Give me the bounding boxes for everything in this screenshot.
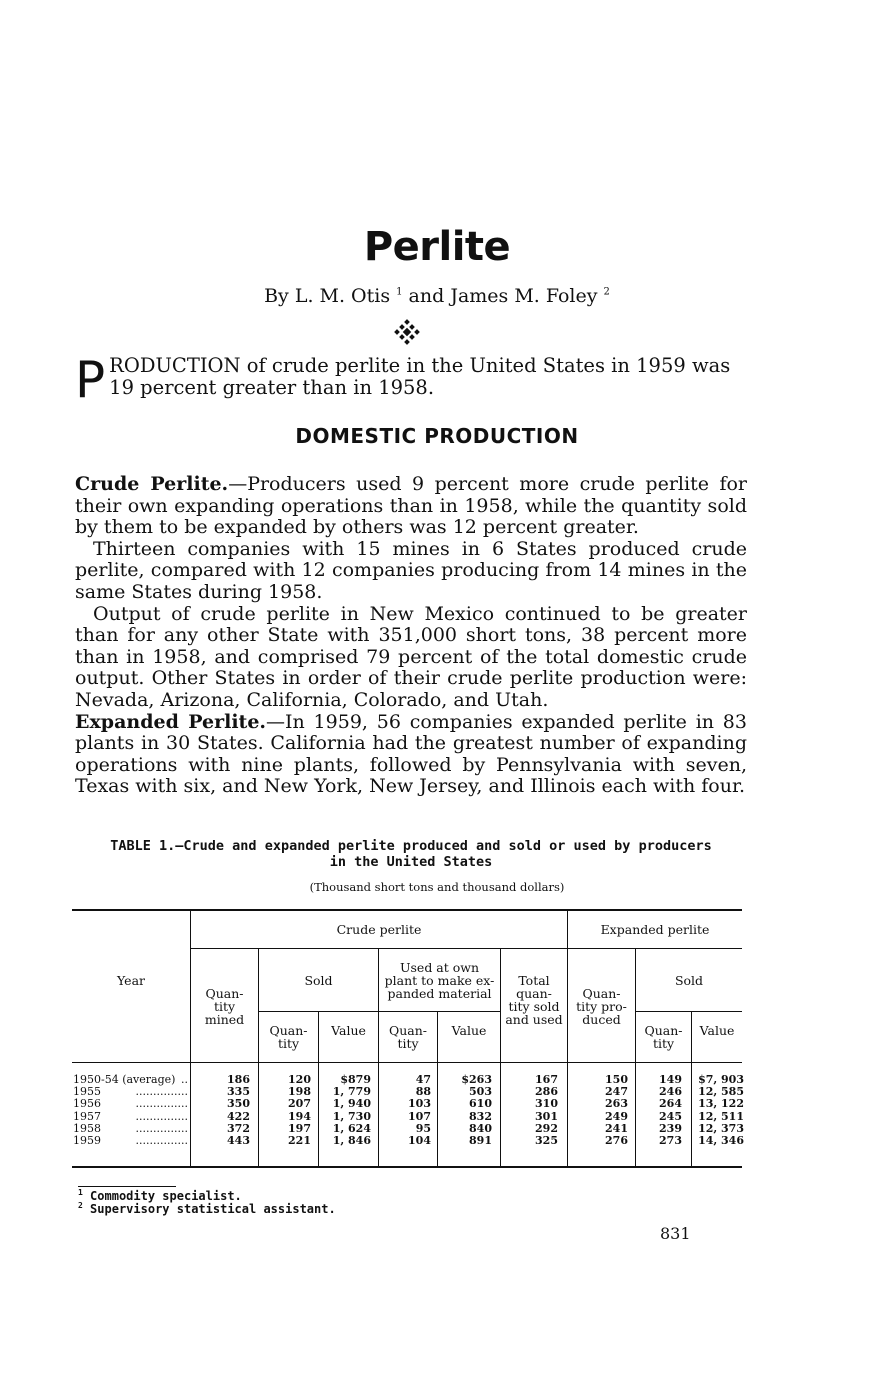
table-cell: 103 [408,1097,431,1111]
rule-sold-span [258,1011,500,1012]
header-sold-expanded: Sold [674,973,704,988]
header-total: Total quan- tity sold and used [505,973,563,1027]
table-cell: 194 [288,1109,311,1123]
table-cell: 12, 585 [698,1085,744,1099]
table-row-label: 1950-54 (average) [73,1073,176,1086]
header-sold-quantity: Quan- tity [269,1023,308,1051]
table-cell: 443 [227,1134,250,1147]
table-cell: 120 [288,1073,311,1086]
table-cell: 1, 779 [332,1085,371,1099]
byline: By L. M. Otis $^1$ and James M. Foley $^2$ [264,285,610,307]
header-quantity-produced: Quan- tity pro- duced [576,986,627,1027]
dot-leader: ............... [135,1121,188,1135]
footnote-rule [78,1186,176,1187]
dot-leader: ............... [135,1134,188,1147]
header-used-own-plant: Used at own plant to make ex- panded material [384,960,495,1001]
table-cell: 292 [535,1121,558,1135]
header-expanded-perlite: Expanded perlite [600,922,710,937]
footnote-1: $^1$ Commodity specialist. [78,1188,242,1203]
page-number: 831 [660,1224,691,1243]
dot-leader: .. [181,1073,188,1086]
dot-leader: ............... [135,1109,188,1123]
paragraph-expanded-perlite: Expanded Perlite.—In 1959, 56 companies expanded perlite in 83 plants in 30 States. California had the greatest number of expanding operations with nine plants, followed by Pennsylvania with seven, Texas with six, and New York, New Jersey, and Illinois each with four. [75,710,747,798]
table-cell: 167 [535,1073,558,1086]
paragraph-companies: Thirteen companies with 15 mines in 6 States produced crude perlite, compared with 12 companies producing from 14 mines in the same States during 1958. [75,537,747,603]
lead-paragraph: PRODUCTION of crude perlite in the United States in 1959 was 19 percent greater than in 1958. [75,351,731,409]
col-divider [190,911,191,1166]
body-text [75,474,747,798]
dot-leader: ............... [135,1085,188,1099]
table-cell: 832 [469,1109,492,1123]
table-cell: 1, 730 [332,1109,371,1123]
table-cell: 503 [469,1085,492,1099]
table-subtitle: (Thousand short tons and thousand dollars) [309,880,565,894]
table-row-label: 1956 [73,1097,101,1111]
header-used-quantity: Quan- tity [388,1023,428,1051]
table-cell: 840 [469,1121,492,1135]
table-cell: 273 [659,1134,682,1147]
table-cell: 197 [288,1121,311,1135]
table-cell: 350 [227,1097,250,1111]
header-crude-perlite: Crude perlite [336,922,422,937]
table-cell: 1, 846 [332,1134,371,1147]
table-cell: 245 [659,1109,682,1123]
table-cell: 301 [535,1109,558,1123]
dot-leader: ............... [135,1097,188,1111]
page-title: Perlite [363,224,511,270]
table-cell: $879 [340,1073,371,1086]
rule-crude-span [191,948,742,949]
table-row-label: 1955 [73,1085,101,1099]
table-cell: 310 [535,1097,558,1111]
table-cell: 104 [408,1134,431,1147]
table-top-rule [72,909,742,911]
table-cell: 13, 122 [698,1097,744,1111]
table-cell: 12, 373 [698,1121,744,1135]
table-cell: 263 [605,1097,628,1111]
table-cell: 95 [415,1121,431,1135]
table-cell: 107 [408,1109,431,1123]
table-cell: 891 [469,1134,492,1147]
table-cell: 239 [659,1121,682,1135]
footnote-2: $^2$ Supervisory statistical assistant. [78,1201,336,1216]
table-cell: 221 [288,1134,311,1147]
table-cell: 14, 346 [698,1134,744,1147]
table-cell: $263 [461,1073,492,1086]
paragraph-output: Output of crude perlite in New Mexico continued to be greater than for any other State with 351,000 short tons, 38 percent more than in 1958, and comprised 79 percent of the total domestic crude output. Other States in order of their crude perlite production were: Nevada, Arizona, California, Colorado, and Utah. [75,602,747,711]
table-cell: 325 [535,1134,558,1147]
table-cell: 1, 624 [332,1121,371,1135]
table-row-label: 1958 [73,1121,101,1135]
table-cell: 47 [415,1073,431,1086]
table-cell: 150 [605,1073,628,1086]
header-exp-value: Value [699,1023,735,1038]
table-cell: 1, 940 [332,1097,371,1111]
paragraph-crude-perlite: Crude Perlite.—Producers used 9 percent more crude perlite for their own expanding operations than in 1958, while the quantity sold by them to be expanded by others was 12 percent greater. [75,473,747,539]
table-row-label: 1957 [73,1109,101,1123]
table-cell: 186 [227,1073,250,1086]
rule-sold2-span [635,1011,742,1012]
table-caption: TABLE 1.—Crude and expanded perlite produced and sold or used by producers in the United States [110,838,712,870]
header-sold: Sold [304,973,333,988]
table-cell: 264 [659,1097,682,1111]
table-header-rule [72,1062,742,1063]
table-cell: 286 [535,1085,558,1099]
col-divider [567,911,568,1166]
table-cell: 149 [659,1073,682,1086]
header-quantity-mined: Quan- tity mined [204,986,245,1027]
table-bottom-rule [72,1166,742,1168]
table-cell: 247 [605,1085,628,1099]
ornament-icon [393,318,421,346]
table-row-label: 1959 [73,1134,101,1147]
header-used-value: Value [451,1023,487,1038]
table-cell: 246 [659,1085,682,1099]
table-cell: 207 [288,1097,311,1111]
table-cell: 610 [469,1097,492,1111]
table-cell: 241 [605,1121,628,1135]
table-cell: 88 [415,1085,431,1099]
table-cell: 335 [227,1085,250,1099]
table-cell: 249 [605,1109,628,1123]
table-cell: 422 [227,1109,250,1123]
header-year: Year [117,973,145,988]
table-cell: 276 [605,1134,628,1147]
table-cell: 372 [227,1121,250,1135]
header-sold-value: Value [331,1023,366,1038]
table-cell: 198 [288,1085,311,1099]
section-heading: DOMESTIC PRODUCTION [295,424,579,448]
drop-cap: P [75,351,106,409]
table-cell: $7, 903 [698,1073,744,1086]
table-cell: 12, 511 [698,1109,744,1123]
header-exp-quantity: Quan- tity [644,1023,683,1051]
